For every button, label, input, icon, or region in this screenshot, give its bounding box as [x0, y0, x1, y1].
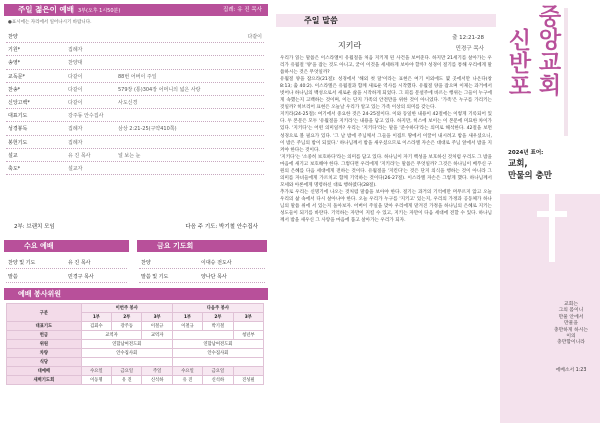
service-subheader: 1부: [81, 313, 111, 322]
theme-year: 2024년 표어:: [508, 150, 544, 156]
service-table: [6, 303, 264, 385]
church-name-char: 반: [508, 51, 532, 77]
service-cell: 강주동: [112, 322, 142, 331]
service-row: [7, 376, 264, 385]
order-content: 찬양대: [68, 60, 83, 67]
cover-column: [500, 0, 600, 423]
verse-line: 교회는: [564, 302, 578, 307]
service-cell: 연합남여전도회: [172, 340, 263, 349]
church-name-char: 중: [538, 4, 562, 30]
order-row: [6, 109, 264, 122]
sermon-header: 주일 말씀: [276, 14, 496, 27]
service-category: 차량: [7, 349, 82, 358]
wednesday-header: [4, 240, 129, 252]
wednesday-title: 수요 예배: [24, 242, 54, 250]
service-header-row: [7, 304, 264, 313]
order-content: 집례자: [68, 139, 83, 146]
service-subheader: 2부: [112, 313, 142, 322]
service-category: 헌금: [7, 331, 82, 340]
service-cell: 이철규: [172, 322, 202, 331]
order-row: [6, 56, 264, 69]
service-row: [7, 358, 264, 367]
service-category: 대표기도: [7, 322, 82, 331]
church-name-char: 교: [538, 50, 562, 76]
service-subheader: 2부: [203, 313, 233, 322]
order-extra: 88번 어버이 주일: [118, 73, 157, 80]
left-column: [0, 0, 270, 423]
sermon-paragraph: 우리가 읽는 말씀은 이스라엘이 유월절을 처음 지키게 된 사건을 보여준다. 하지만 21세기를 살아가는 우리가 유월절 '양'을 잡는 것도 아니고, 굳이 이것을 세세하게 보아야 할까? 성경이 절기를 통해 우리에게 말씀하시는 것은 무엇일까?: [280, 56, 492, 76]
order-row: [6, 30, 264, 43]
order-item: 성경봉독: [8, 126, 28, 133]
worship-presider: 집례: 유 진 목사: [223, 7, 262, 13]
service-cell: 이동명: [81, 376, 111, 385]
church-name-part2: [538, 6, 562, 98]
service-cell: 안수집사회: [172, 349, 263, 358]
service-cell: [172, 358, 263, 367]
service-cell: 수요일: [81, 367, 111, 376]
wednesday-item: 찬양 및 기도: [8, 260, 36, 266]
verse-reference: 에베소서 1:23: [555, 368, 587, 373]
order-item: 신앙고백*: [8, 99, 30, 106]
sermon-reference: 출 12:21-28: [452, 35, 484, 41]
friday-leader: 양나단 목사: [201, 274, 227, 280]
order-content: 유 진 목사: [68, 152, 91, 159]
service-cell: 수요일: [172, 367, 202, 376]
service-cell: 안수집사회: [81, 349, 172, 358]
order-content: 다같이: [68, 99, 83, 106]
order-content: 집례자: [68, 47, 83, 54]
friday-table: [139, 255, 265, 283]
service-subheader: 3부: [233, 313, 263, 322]
service-subheader: 1부: [172, 313, 202, 322]
sermon-body: [280, 55, 492, 417]
service-header: [4, 288, 268, 300]
decorative-bar: [564, 8, 568, 136]
service-cell: 유 진: [172, 376, 202, 385]
service-cell: 유 진: [112, 376, 142, 385]
service-cell: 주일: [142, 367, 172, 376]
sermon-paragraph: 지키라(24-25절): 여기에서 중요한 것은 24-25절이다. 이와 동일한 내용이 42절에는 이렇게 기록되어 있다. 두 본문은 모두 '유월절을 지키라'는 내용을 담고 있다. 하지만, 히스에 보이는 이 본문에 미묘한 차이가 있다. '지키다'는 어떤 의미일까? 우리는 '지키다'라는 말을 '준수하다'라는 의미로 해석한다. 42절을 보면 성경으로 볼 필요가 있다. '그 날 밤에 주님께서 그들을 이집트 땅에서 이끌어 내시려고 밤을 새우셨으니, 이 밤은 주님의 밤이 되었다.' 하나님께서 밤을 새우셨으므로 이스라엘 자손은 대대로 주님 앞에서 밤을 지켜야 한다는 것이다.: [280, 112, 492, 153]
friday-item: 말씀 및 기도: [141, 274, 169, 280]
service-cell: 연합남여전도회: [81, 340, 172, 349]
friday-row: [139, 269, 265, 283]
sermon-title: 지키라: [338, 41, 362, 50]
order-row: [6, 83, 264, 96]
service-row: [7, 340, 264, 349]
theme-line: 만물의 충만: [508, 171, 553, 181]
service-cell: 이철규: [142, 322, 172, 331]
order-item: 찬양: [8, 34, 18, 40]
verse-line: 충만함이니라: [557, 340, 585, 346]
order-extra: 579장 (통)304장 어머니의 넓은 사랑: [118, 86, 201, 93]
next-week-prayer: 다음 주 기도: 박기철 안수집사: [185, 224, 258, 230]
service-cell: [81, 358, 172, 367]
wednesday-row: [6, 269, 127, 283]
friday-item: 찬양: [141, 260, 151, 266]
verse-line: 만물 안에서: [558, 314, 584, 320]
service-cell: [172, 331, 233, 340]
worship-time: 3부(오후 1시50분): [77, 8, 121, 14]
verse-line: 이의: [566, 334, 576, 340]
service-cell: 교역자: [142, 331, 172, 340]
verse-line: 그의 몸이니: [558, 308, 584, 314]
sermon-paragraph: 추가로 우리는 신명기에 나오는 것처럼 말씀을 보아야 한다. 절기는 과거의 기억에만 머무르지 않고 오늘 우리의 삶 속에서 다시 살아나야 한다. 오늘 우리가 누구를 '지키고' 있는지, 우리의 가정과 공동체가 하나님의 말씀 위에 서 있는지 돌아보자. 어버이 주일을 맞아 우리에게 맡겨진 가정을 하나님의 은혜로 지키는 성도들이 되기를 바란다. 기억하는 자만이 지킬 수 있고, 지키는 자만이 다음 세대에 전할 수 있다. 하나님께서 밤을 새우신 그 사랑을 마음에 품고 살아가는 우리가 되자.: [280, 189, 492, 224]
sermon-preacher: 민경구 목사: [455, 46, 484, 52]
verse-line: 충만하게 하시는: [554, 327, 588, 333]
service-cell: 금요일: [203, 367, 233, 376]
cross-icon-bar: [537, 211, 567, 217]
sermon-paragraph: '지키다'는 '소중히 보호하다'라는 의미를 담고 있다. 하나님이 자기 백성을 보호하신 것처럼 우리도 그 밤을 마음에 새기고 보호해야 한다. 그렇다면 우리에게 '지키라'는 말씀은 무엇일까? 그것은 하나님이 베푸신 구원의 은혜를 다음 세대에게 전하는 것이다. 유월절을 '지킨다'는 것은 단지 의식을 행하는 것이 아니라 그 의미를 자녀들에게 가르치고 함께 기억하는 것이다(26-27절). 이스라엘 자손은 그렇게 했다. 하나님께서 모세와 아론에게 명령하신 대로 행하였다(28절).: [280, 154, 492, 188]
service-row: [7, 349, 264, 358]
worship-order: [6, 30, 264, 175]
friday-header: [137, 240, 267, 252]
order-content: 강주동 안수집사: [68, 113, 104, 120]
verse-line: 만물을: [564, 321, 578, 327]
wednesday-table: [6, 255, 127, 283]
service-cell: 신석하: [142, 376, 172, 385]
church-name-part1: [508, 30, 532, 99]
order-item: 교독문*: [8, 73, 25, 80]
service-row: [7, 367, 264, 376]
order-row: [6, 162, 264, 175]
order-leader: 다같이: [247, 34, 262, 40]
cross-icon: [549, 190, 555, 262]
order-row: [6, 70, 264, 83]
friday-row: [139, 255, 265, 269]
service-cell: [233, 367, 263, 376]
friday-leader: 이대승 전도사: [201, 260, 232, 266]
order-content: 다같이: [68, 73, 83, 80]
friday-title: 금요 기도회: [157, 242, 194, 250]
order-extra: 널 보는 눈: [118, 152, 141, 159]
service-category: 위원: [7, 340, 82, 349]
order-row: [6, 43, 264, 56]
church-name-char: 포: [508, 74, 532, 100]
sermon-paragraph: 유월절 양을 잡으라(21절): 성경에서 '해외 첫 달'이라는 표현은 여기 이외에도 몇 곳에서만 나온다(창 8:13; 출 40:2). 이스라엘은 유월절과 함께 새로운 역사를 시작했다. 유월절 양을 잡으며 이제는 과거에서 벗어나 하나님의 백성으로서 새로운 삶을 시작하게 되었다. 그 피를 문설주에 바르는 행위는 그들이 누구에게 속했는지 고백하는 것이며, 이는 단지 가족의 안전만을 위한 것이 아니었다. '가족'은 누구를 가리키는 것일까? 히브리어 표현은 오늘날 우리가 알고 있는 가족 이상의 의미를 갖는다.: [280, 77, 492, 111]
theme-line: 교회,: [508, 159, 528, 169]
service-title: 예배 봉사위원: [18, 290, 62, 298]
service-cell: 박기철: [203, 322, 233, 331]
service-subcategory: 대예배: [7, 367, 82, 376]
worship-title: 주일 젊은이 예배: [18, 5, 74, 14]
order-row: [6, 136, 264, 149]
order-row: [6, 149, 264, 162]
service-cell: 청년부: [233, 331, 263, 340]
theme-title: [508, 158, 600, 182]
order-content: 설교자: [68, 165, 83, 172]
service-category: 식당: [7, 358, 82, 367]
service-row: [7, 331, 264, 340]
standing-note: ●표시에는 자리에서 일어나시기 바랍니다.: [8, 20, 92, 25]
service-category: 새벽기도회: [7, 376, 82, 385]
worship-footer: [6, 222, 264, 232]
second-part-note: 2부: 브랜치 모임: [14, 224, 55, 230]
order-content: 집례자: [68, 126, 83, 133]
order-extra: 삼상 2:21-25(구약410쪽): [118, 126, 177, 133]
order-extra: 사도신경: [118, 99, 138, 106]
church-name-char: 앙: [538, 27, 562, 53]
order-item: 찬송*: [8, 86, 21, 93]
wednesday-leader: 민경구 목사: [68, 274, 94, 280]
church-name-char: 회: [538, 73, 562, 99]
wednesday-item: 말씀: [8, 274, 18, 280]
order-content: 다같이: [68, 86, 83, 93]
order-row: [6, 96, 264, 109]
worship-header: [4, 4, 268, 16]
next-week-header: 다음주 봉사: [172, 304, 263, 313]
service-cell: 금요일: [112, 367, 142, 376]
this-week-header: 이번주 봉사: [81, 304, 172, 313]
order-item: 송영*: [8, 60, 21, 67]
service-subheader: 3부: [142, 313, 172, 322]
wednesday-row: [6, 255, 127, 269]
service-cell: 진성필: [233, 376, 263, 385]
church-name-char: 신: [508, 28, 532, 54]
order-item: 봉헌기도: [8, 139, 28, 146]
sermon-column: [276, 0, 496, 423]
service-cell: 교역자: [81, 331, 142, 340]
wednesday-leader: 유 진 목사: [68, 260, 91, 266]
service-cell: [233, 322, 263, 331]
order-item: 기원*: [8, 47, 21, 54]
service-cell: 김회수: [81, 322, 111, 331]
service-cell: 신석하: [203, 376, 233, 385]
order-item: 설교: [8, 152, 18, 159]
order-item: 축도*: [8, 165, 21, 172]
service-row: [7, 322, 264, 331]
order-row: [6, 122, 264, 135]
theme-verse: [542, 302, 600, 347]
service-cat-label: 구분: [7, 304, 82, 322]
order-item: 대표기도: [8, 113, 28, 120]
